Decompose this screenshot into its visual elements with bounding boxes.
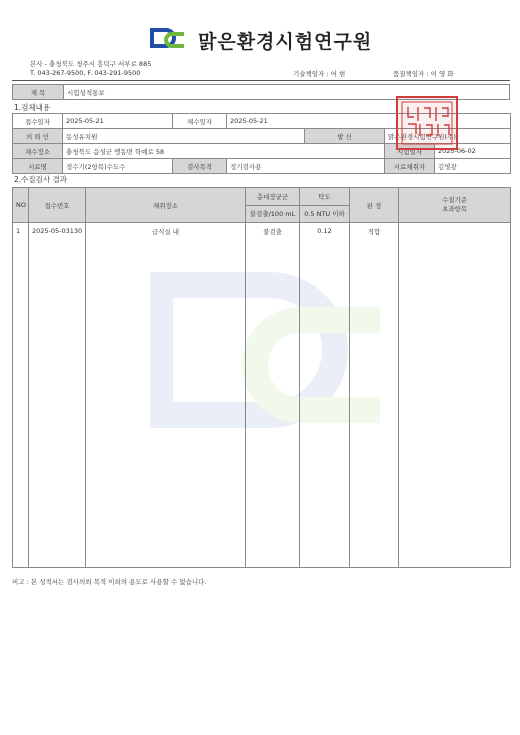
subject-label: 제 목 xyxy=(13,85,64,100)
row-coliform: 불검출 xyxy=(246,223,300,568)
col-no: NO xyxy=(13,188,29,223)
row-judgement: 적합 xyxy=(350,223,399,568)
row-turbidity: 0.12 xyxy=(300,223,350,568)
col-turbidity-std: 0.5 NTU 이하 xyxy=(300,205,350,223)
purpose: 정기검사용 xyxy=(227,159,385,174)
note: 비고 : 본 성적서는 검사의뢰 목적 이외의 용도로 사용할 수 없습니다. xyxy=(12,578,207,586)
col-coliform: 총대장균군 xyxy=(246,188,300,206)
official-seal xyxy=(396,96,458,150)
header-divider xyxy=(12,80,510,81)
purpose-label: 검사목적 xyxy=(173,159,227,174)
section1-title: 1.검체내용 xyxy=(14,103,51,112)
sample-date: 2025-05-21 xyxy=(227,114,511,129)
org-name: 맑은환경시험연구원 xyxy=(198,31,373,53)
col-receipt-no: 접수번호 xyxy=(29,188,86,223)
sample-name-label: 시료명 xyxy=(13,159,63,174)
quality-manager: 품질책임자 : 이 영 화 xyxy=(393,70,454,78)
seal-stamp-icon xyxy=(398,98,456,148)
client: 동성유치원 xyxy=(63,129,305,144)
tech-manager: 기술책임자 : 어 현 xyxy=(293,70,346,78)
location: 충청북도 음성군 맹동면 학예로 58 xyxy=(63,144,385,159)
col-turbidity: 탁도 xyxy=(300,188,350,206)
test-date-label: 시험일자 xyxy=(385,144,435,159)
company-logo-icon xyxy=(150,26,186,50)
row-exceed xyxy=(399,223,511,568)
phone-fax: T. 043-267-9500, F. 043-291-9500 xyxy=(30,69,141,77)
sample-date-label: 채수일자 xyxy=(173,114,227,129)
receipt-date-label: 접수일자 xyxy=(13,114,63,129)
row-receipt-no: 2025-05-03130 xyxy=(29,223,86,568)
col-place: 채취장소 xyxy=(86,188,246,223)
address: 본사 - 충청북도 청주시 흥덕구 서부로 885 xyxy=(30,60,152,68)
sampler: 김영광 xyxy=(435,159,511,174)
col-judgement: 판 정 xyxy=(350,188,399,223)
row-no: 1 xyxy=(13,223,29,568)
subject-value: 시험성적통보 xyxy=(64,85,510,100)
col-exceed: 수질기준 초과항목 xyxy=(399,188,511,223)
sample-name: 정수기(2항목)수도수 xyxy=(63,159,173,174)
sender: 맑은환경시험연구원(주) xyxy=(385,129,511,144)
row-place: 급식실 내 xyxy=(86,223,246,568)
watermark-logo-icon xyxy=(150,265,390,435)
location-label: 채수장소 xyxy=(13,144,63,159)
col-coliform-std: 불검출/100 mL xyxy=(246,205,300,223)
sampler-label: 시료채취자 xyxy=(385,159,435,174)
client-label: 의 뢰 인 xyxy=(13,129,63,144)
sender-label: 발 신 xyxy=(305,129,385,144)
receipt-date: 2025-05-21 xyxy=(63,114,173,129)
test-date: 2025-06-02 xyxy=(435,144,511,159)
section2-title: 2.수질검사 결과 xyxy=(14,175,68,184)
